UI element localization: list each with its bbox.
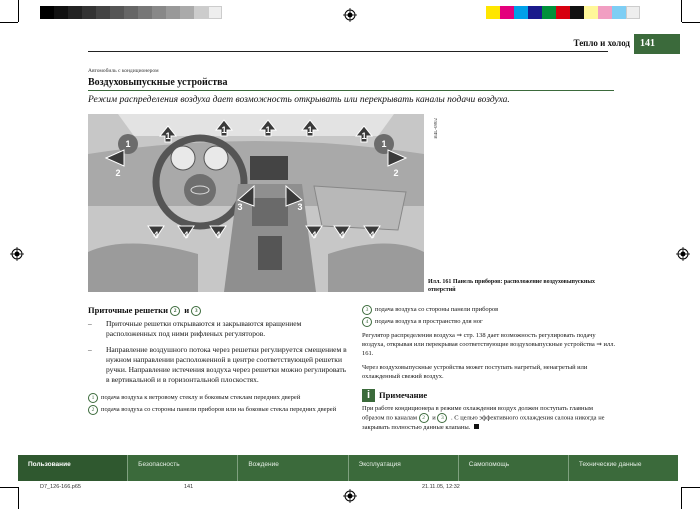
figure-caption: Илл. 161 Панель приборов: расположение воздуховыпускных отверстий <box>428 279 596 293</box>
page-number: 141 <box>634 34 680 54</box>
dashboard-drawing <box>88 114 424 292</box>
footer-tab-operation[interactable]: Эксплуатация <box>348 455 458 481</box>
footer-tab-usage[interactable]: Пользование <box>18 455 127 481</box>
figure-label-2: 2 <box>393 168 399 178</box>
figure-label-1: 1 <box>165 131 171 141</box>
figure-label-4: 4 <box>153 230 159 240</box>
legend-item-1 <box>88 393 348 402</box>
figure-label-1: 1 <box>221 125 227 135</box>
crop-mark <box>682 487 700 488</box>
note-text <box>362 404 616 432</box>
footer-file: D7_126-166.p65 <box>40 484 81 490</box>
end-square-icon <box>474 424 479 429</box>
registration-mark-icon <box>343 489 357 503</box>
circle-number-3: 3 <box>362 305 372 315</box>
crop-mark <box>18 0 19 22</box>
bullet-item: – Направление воздушного потока через решетки регулируется смещением в нужном направлении расположенной в центре соответствующей решетки ручки. Направление истечения воздуха через решетки можно регулировать в вертикальной и в горизонтальной плоскостях. <box>88 345 348 385</box>
footer-tab-safety[interactable]: Безопасность <box>127 455 237 481</box>
figure-label-1: 1 <box>125 139 131 149</box>
crop-mark <box>0 22 18 23</box>
legend-item-3 <box>362 305 616 314</box>
footer-nav <box>18 455 678 481</box>
figure-label-4: 4 <box>311 230 317 240</box>
note-title: Примечание <box>379 390 428 400</box>
figure-label-4: 4 <box>369 230 375 240</box>
figure-code: B4L-0802 <box>434 118 439 139</box>
crop-mark <box>681 0 682 22</box>
paragraph: Регулятор распределения воздуха ⇒ стр. 138 дает возможность регулировать подачу воздуха, открывая или перекрывая соответствующие воздуховыпускные устройства ⇒ илл. 161. <box>362 332 616 357</box>
lead-text: Режим распределения воздуха дает возможность открывать или перекрывать каналы подачи воздуха. <box>88 95 510 105</box>
circle-number-3: 3 <box>191 306 201 316</box>
note-heading <box>362 389 616 402</box>
legend-text: подача воздуха к ветровому стеклу и боковым стеклам передних дверей <box>101 394 301 402</box>
registration-mark-icon <box>343 8 357 22</box>
crop-mark <box>0 487 18 488</box>
note-text-b: . С целью эффективного охлаждения салона никогда не закрывать полностью данные клапаны. <box>362 414 605 431</box>
footer-tab-specs[interactable]: Технические данные <box>568 455 678 481</box>
figure-label-1: 1 <box>381 139 387 149</box>
figure-label-1: 1 <box>307 125 313 135</box>
legend-text: подача воздуха со стороны панели приборов или на боковые стекла передних дверей <box>101 406 337 414</box>
legend-item-4 <box>362 317 616 326</box>
bullet-item: – Приточные решетки открываются и закрываются вращением расположенных под ними рифленых регуляторов. <box>88 319 348 339</box>
footer-tab-driving[interactable]: Вождение <box>237 455 347 481</box>
left-column <box>88 305 348 414</box>
paragraph: Через воздуховыпускные устройства может поступать нагретый, ненагретый или охлажденный свежий воздух. <box>362 364 588 380</box>
figure-label-1: 1 <box>265 125 271 135</box>
figure-label-3: 3 <box>297 202 303 212</box>
right-column <box>362 305 616 432</box>
header-rule <box>88 51 608 52</box>
subheading-text: Приточные решетки <box>88 305 168 315</box>
legend-text: подача воздуха в пространство для ног <box>375 318 483 325</box>
circle-number-1: 1 <box>88 393 98 403</box>
header-title: Тепло и холод <box>573 38 630 48</box>
figure-label-3: 3 <box>237 202 243 212</box>
circle-number-2: 2 <box>170 306 180 316</box>
circle-number-4: 4 <box>362 317 372 327</box>
figure-label-2: 2 <box>115 168 121 178</box>
note-and: и <box>432 414 436 422</box>
crop-mark <box>681 487 682 509</box>
section-rule <box>88 90 614 91</box>
subheading-and: и <box>184 305 190 315</box>
note-text-a: При работе кондиционера в режиме охлаждения воздух должен поступать главным образом по каналам <box>362 405 593 422</box>
footer-tab-selfhelp[interactable]: Самопомощь <box>458 455 568 481</box>
legend-text: подача воздуха со стороны панели приборов <box>375 306 499 313</box>
crop-mark <box>682 22 700 23</box>
figure-label-4: 4 <box>339 230 345 240</box>
section-title: Воздуховыпускные устройства <box>88 77 228 88</box>
figure-label-1: 1 <box>361 131 367 141</box>
circle-number-2: 2 <box>88 405 98 415</box>
breadcrumb: Автомобиль с кондиционером <box>88 68 159 74</box>
registration-mark-icon <box>10 247 24 261</box>
info-icon: i <box>362 389 375 402</box>
footer-date: 21.11.05, 12:32 <box>422 484 460 490</box>
legend-item-2 <box>88 405 348 414</box>
footer-page: 141 <box>184 484 194 490</box>
circle-number-3: 3 <box>437 413 447 423</box>
registration-mark-icon <box>676 247 690 261</box>
figure-label-4: 4 <box>183 230 189 240</box>
subheading <box>88 305 348 316</box>
circle-number-2: 2 <box>419 413 429 423</box>
dashboard-illustration <box>88 114 424 292</box>
figure-label-4: 4 <box>215 230 221 240</box>
crop-mark <box>18 487 19 509</box>
